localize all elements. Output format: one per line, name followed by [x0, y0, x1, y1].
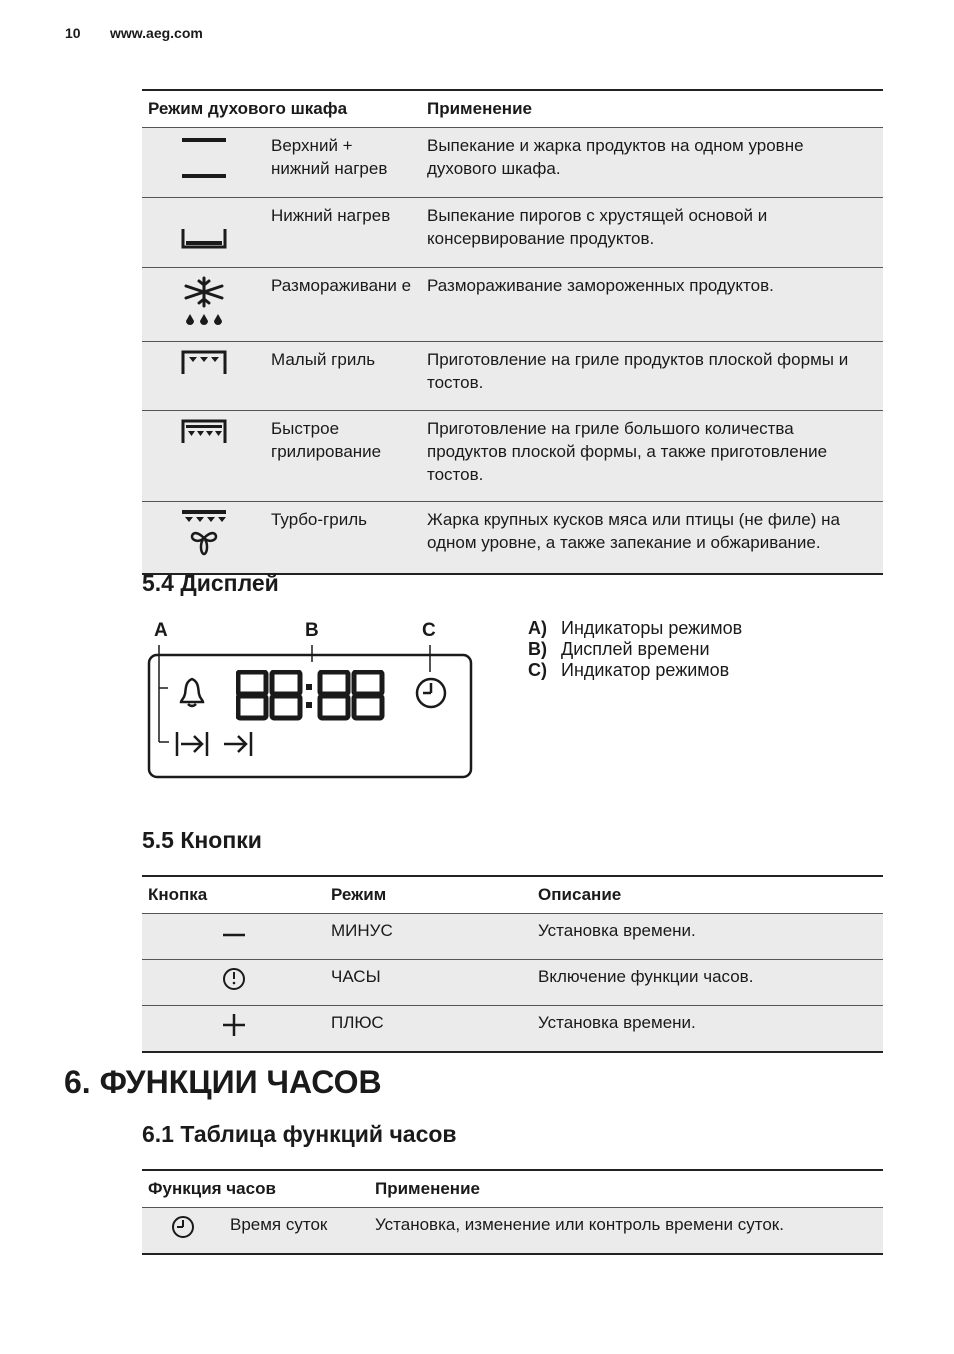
mode-name: Нижний нагрев — [265, 198, 421, 268]
table-row — [142, 128, 883, 198]
mode-name: Верхний + нижний нагрев — [265, 128, 421, 198]
clock-icon[interactable] — [221, 965, 247, 991]
mode-use: Приготовление на гриле большого количества продуктов плоской формы, а также приготовление тостов. — [421, 411, 883, 502]
table-row — [142, 268, 883, 342]
legend-key: C) — [528, 660, 547, 680]
plus-icon[interactable] — [221, 1011, 247, 1037]
column-header-function: Функция часов — [142, 1170, 369, 1208]
column-header-button: Кнопка — [142, 876, 325, 914]
clock-indicator-icon — [415, 677, 447, 709]
time-of-day-icon — [170, 1213, 196, 1239]
page-number: 10 — [65, 25, 81, 41]
legend-key: B) — [528, 639, 547, 659]
column-header-description: Описание — [532, 876, 883, 914]
display-legend — [528, 618, 742, 681]
end-time-icon — [222, 730, 254, 758]
table-row — [142, 960, 883, 1006]
legend-item — [528, 660, 742, 681]
mode-use: Жарка крупных кусков мяса или птицы (не филе) на одном уровне, а также запекание и обжаривание. — [421, 502, 883, 575]
minus-icon[interactable] — [221, 919, 247, 945]
turbo-grill-icon — [180, 508, 228, 558]
buttons-section-heading: 5.5 Кнопки — [142, 827, 262, 853]
buttons-table — [142, 875, 883, 1053]
website-url[interactable]: www.aeg.com — [110, 25, 203, 41]
table-row — [142, 342, 883, 411]
mode-use: Размораживание замороженных продуктов. — [421, 268, 883, 342]
table-row — [142, 914, 883, 960]
column-header-mode: Режим духового шкафа — [142, 90, 421, 128]
mode-name: Размораживани е — [265, 268, 421, 342]
button-description: Установка времени. — [532, 1006, 883, 1052]
mode-use: Выпекание и жарка продуктов на одном уровне духового шкафа. — [421, 128, 883, 198]
button-mode: МИНУС — [325, 914, 532, 960]
table-row — [142, 411, 883, 502]
table-row — [142, 1208, 883, 1254]
time-display-88-88 — [236, 670, 386, 722]
mode-use: Выпекание пирогов с хрустящей основой и консервирование продуктов. — [421, 198, 883, 268]
function-use: Установка, изменение или контроль времени суток. — [369, 1208, 883, 1254]
bell-icon — [176, 676, 208, 708]
legend-key: A) — [528, 618, 547, 638]
label-c: C — [422, 620, 436, 641]
lcd-display-diagram — [140, 620, 480, 785]
column-header-mode: Режим — [325, 876, 532, 914]
clock-table-heading: 6.1 Таблица функций часов — [142, 1121, 457, 1147]
legend-text: Индикаторы режимов — [561, 618, 743, 638]
defrost-icon — [178, 274, 230, 326]
mode-use: Приготовление на гриле продуктов плоской формы и тостов. — [421, 342, 883, 411]
clock-functions-table — [142, 1169, 883, 1255]
oven-modes-table — [142, 89, 883, 575]
function-name: Время суток — [224, 1208, 369, 1254]
button-description: Включение функции часов. — [532, 960, 883, 1006]
button-mode: ЧАСЫ — [325, 960, 532, 1006]
display-section-heading: 5.4 Дисплей — [142, 570, 279, 596]
button-description: Установка времени. — [532, 914, 883, 960]
top-bottom-heat-icon — [180, 134, 228, 182]
button-mode: ПЛЮС — [325, 1006, 532, 1052]
bottom-heat-icon — [180, 204, 228, 252]
label-a: A — [154, 620, 168, 641]
table-row — [142, 1006, 883, 1052]
legend-text: Дисплей времени — [561, 639, 710, 659]
legend-item — [528, 618, 742, 639]
table-row — [142, 198, 883, 268]
duration-icon — [174, 730, 210, 758]
clock-chapter-heading: 6. ФУНКЦИИ ЧАСОВ — [64, 1064, 382, 1100]
mode-name: Малый гриль — [265, 342, 421, 411]
small-grill-icon — [180, 348, 228, 376]
column-header-use: Применение — [421, 90, 883, 128]
mode-name: Быстрое грилирование — [265, 411, 421, 502]
label-b: B — [305, 620, 319, 641]
column-header-use: Применение — [369, 1170, 883, 1208]
legend-item — [528, 639, 742, 660]
fast-grill-icon — [180, 417, 228, 445]
legend-text: Индикатор режимов — [561, 660, 730, 680]
table-row — [142, 502, 883, 575]
mode-name: Турбо-гриль — [265, 502, 421, 575]
